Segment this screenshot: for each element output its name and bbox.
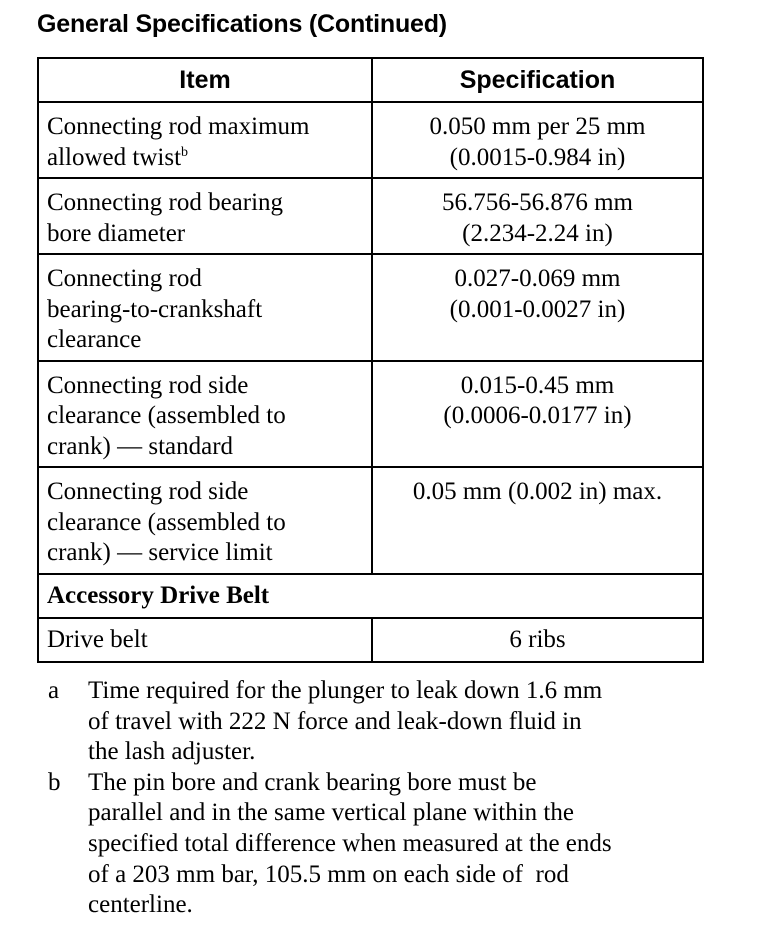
footnote-b [48, 768, 728, 921]
table-row [38, 467, 703, 574]
column-header-item: Item [38, 58, 372, 102]
footnote-line: of a 203 mm bar, 105.5 mm on each side of rod [88, 860, 569, 888]
spec-line: (2.234-2.24 in) [462, 219, 613, 247]
footnote-a [48, 676, 728, 768]
spec-line: 56.756-56.876 mm [442, 189, 633, 216]
item-line: Connecting rod side [47, 478, 249, 505]
spec-line: 0.015-0.45 mm [460, 371, 615, 399]
footnote-line: centerline. [88, 891, 193, 919]
item-cell [38, 254, 372, 361]
item-line: Connecting rod [47, 265, 202, 292]
footnote-line: of travel with 222 N force and leak-down fluid in [88, 707, 582, 735]
spec-cell [372, 102, 703, 178]
footnotes [48, 676, 728, 921]
footnote-line: Time required for the plunger to leak down 1.6 mm [88, 677, 603, 704]
item-cell [38, 467, 372, 574]
item-line: crank) — standard [47, 432, 234, 460]
section-row [38, 574, 703, 618]
footnote-line: the lash adjuster. [88, 738, 256, 766]
item-line: bearing-to-crankshaft [47, 295, 263, 323]
footnote-reference: b [181, 144, 189, 160]
spec-line: (0.0015-0.984 in) [449, 143, 626, 171]
item-line: clearance [47, 326, 142, 353]
spec-line: 0.05 mm (0.002 in) max. [412, 478, 663, 505]
table-row [38, 254, 703, 361]
item-cell [38, 102, 372, 178]
footnote-text [88, 676, 728, 768]
item-line-with-footnote [47, 143, 363, 174]
footnote-line: parallel and in the same vertical plane within the [88, 799, 574, 827]
item-line: allowed twist [47, 143, 182, 171]
spec-line: 0.027-0.069 mm [454, 265, 621, 292]
item-line: bore diameter [47, 219, 186, 247]
item-cell [38, 178, 372, 254]
spec-cell [372, 254, 703, 361]
footnote-letter: b [48, 768, 61, 796]
column-header-specification: Specification [372, 58, 703, 102]
footnote-text [88, 768, 728, 921]
table-row [38, 618, 703, 662]
item-line: clearance (assembled to [47, 508, 286, 536]
spec-cell [372, 178, 703, 254]
table-row [38, 361, 703, 468]
page-title: General Specifications (Continued) [37, 10, 447, 38]
item-line: Connecting rod maximum [47, 113, 310, 140]
item-cell [38, 361, 372, 468]
item-cell: Drive belt [38, 618, 372, 662]
footnote-letter: a [48, 677, 60, 704]
table-row [38, 102, 703, 178]
spec-cell [372, 361, 703, 468]
spec-cell: 6 ribs [372, 618, 703, 662]
item-line: crank) — service limit [47, 539, 273, 566]
spec-cell [372, 467, 703, 574]
footnote-line: specified total difference when measured at the ends [88, 829, 612, 857]
section-heading: Accessory Drive Belt [38, 574, 703, 618]
item-line: Connecting rod bearing [47, 189, 284, 216]
spec-line: (0.0006-0.0177 in) [443, 402, 632, 429]
spec-line: (0.001-0.0027 in) [449, 295, 626, 323]
item-line: clearance (assembled to [47, 402, 286, 429]
footnote-line: The pin bore and crank bearing bore must be [88, 768, 537, 796]
item-line: Connecting rod side [47, 371, 249, 399]
specifications-table [37, 57, 704, 663]
table-row [38, 178, 703, 254]
table-header-row [38, 58, 703, 102]
spec-line: 0.050 mm per 25 mm [429, 113, 646, 140]
